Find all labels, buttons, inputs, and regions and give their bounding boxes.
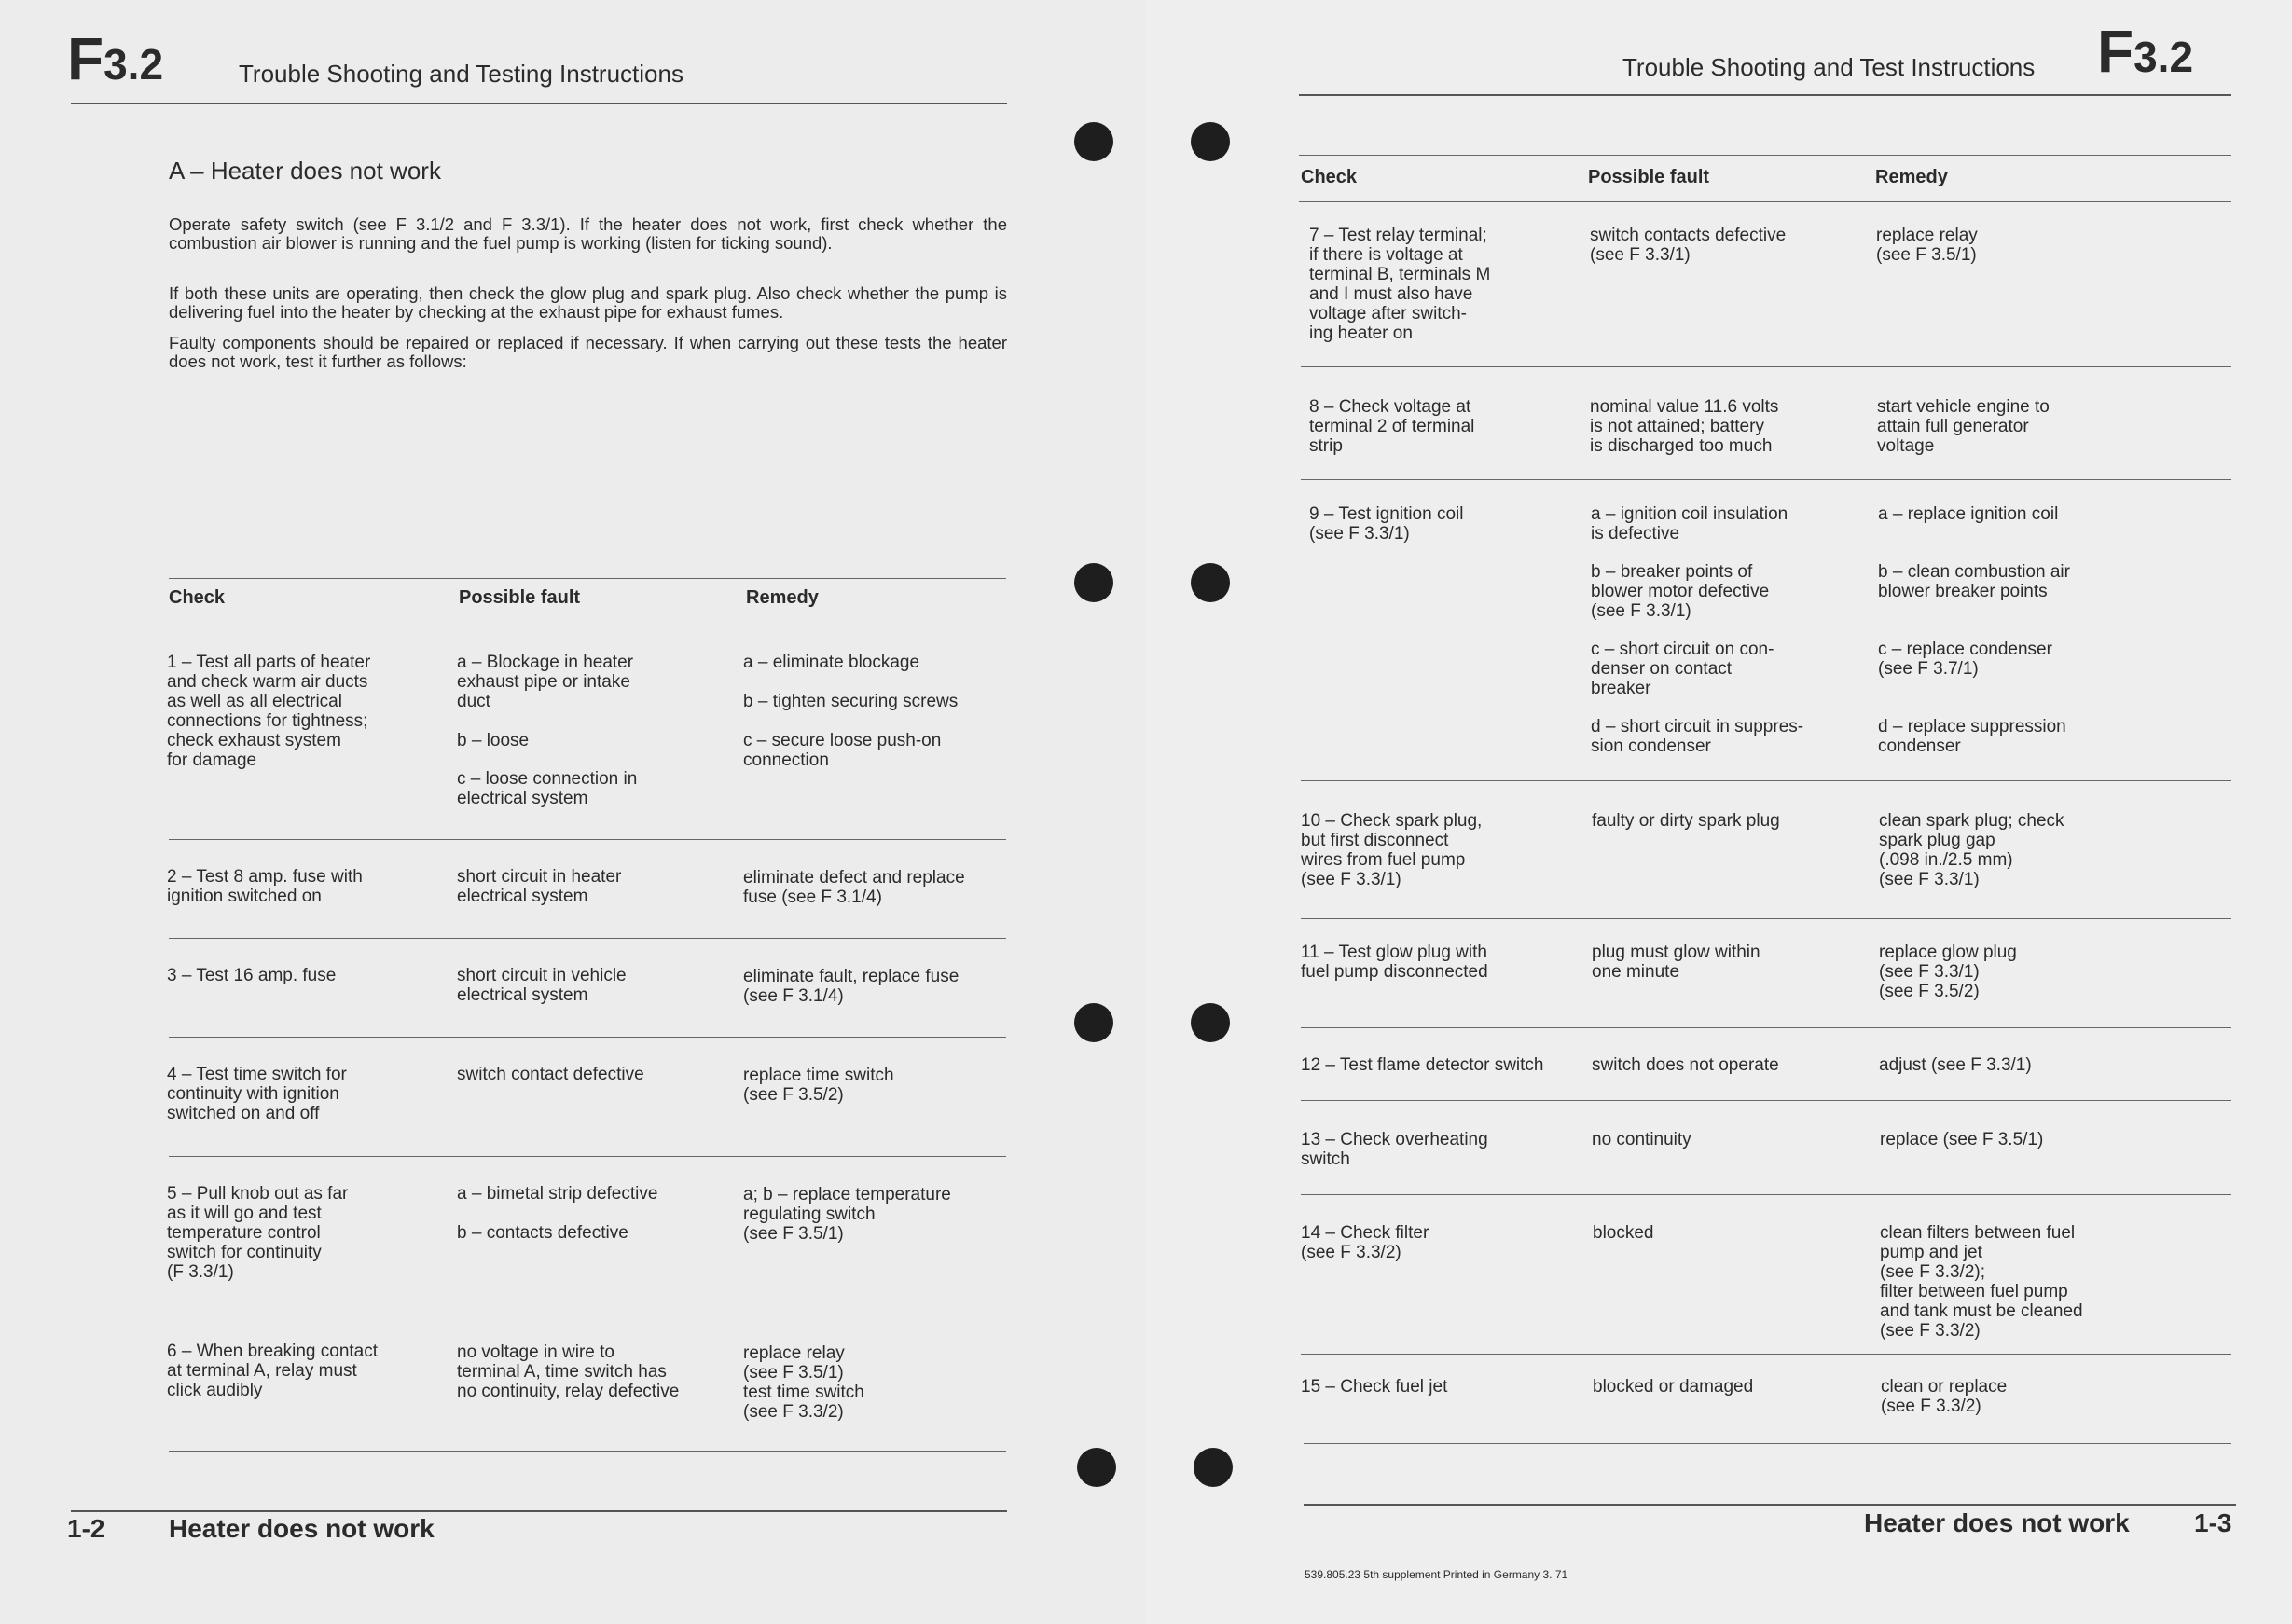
binder-hole — [1074, 122, 1113, 161]
row-divider — [169, 938, 1006, 939]
table-row-fault: switch contacts defective (see F 3.3/1) — [1590, 226, 1787, 265]
table-row-fault: faulty or dirty spark plug — [1592, 811, 1780, 831]
table-row-check: 9 – Test ignition coil (see F 3.3/1) — [1309, 504, 1464, 544]
table-row-fault: switch contact defective — [457, 1065, 644, 1084]
row-divider — [169, 839, 1006, 840]
table-row-remedy: eliminate fault, replace fuse (see F 3.1/4) — [743, 967, 960, 1006]
table-row-remedy: replace time switch (see F 3.5/2) — [743, 1066, 894, 1105]
table-row-remedy: replace relay (see F 3.5/1) test time switch (see F 3.3/2) — [743, 1343, 864, 1422]
table-row-remedy: a; b – replace temperature regulating switch (see F 3.5/1) — [743, 1185, 951, 1244]
table-row-check: 8 – Check voltage at terminal 2 of terminal strip — [1309, 397, 1475, 456]
binder-hole — [1191, 1003, 1230, 1042]
table-header-rule — [1299, 201, 2231, 202]
header-title: Trouble Shooting and Test Instructions — [1622, 53, 2036, 81]
table-row-remedy: eliminate defect and replace fuse (see F 3.1/4) — [743, 868, 965, 907]
table-row-check: 4 – Test time switch for continuity with ignition switched on and off — [167, 1065, 347, 1123]
row-divider — [1304, 1443, 2231, 1444]
binder-hole — [1074, 563, 1113, 602]
header-rule — [71, 103, 1007, 104]
col-header-fault: Possible fault — [459, 587, 581, 608]
row-divider — [1301, 918, 2231, 919]
table-row-fault: no voltage in wire to terminal A, time switch has no continuity, relay defective — [457, 1342, 680, 1401]
col-header-check: Check — [1301, 167, 1358, 187]
section-number: F3.2 — [2097, 18, 2194, 85]
row-divider — [1301, 1194, 2231, 1195]
table-row-fault: a – ignition coil insulation is defective — [1591, 504, 1788, 544]
table-row-fault: short circuit in heater electrical system — [457, 867, 622, 906]
table-row-check: 14 – Check filter (see F 3.3/2) — [1301, 1223, 1429, 1262]
intro-paragraph-2: If both these units are operating, then check the glow plug and spark plug. Also check whether the pump is delivering fuel into the heater by checking at the exhaust pipe for exhaust fumes. — [169, 283, 1007, 322]
col-header-remedy: Remedy — [1875, 167, 1948, 187]
intro-paragraph-1: Operate safety switch (see F 3.1/2 and F 3.3/1). If the heater does not work, first check whether the combustion air blower is running and the fuel pump is working (listen for ticking sound). — [169, 214, 1007, 253]
table-row-remedy: clean spark plug; check spark plug gap (.098 in./2.5 mm) (see F 3.3/1) — [1879, 811, 2064, 889]
imprint-line: 539.805.23 5th supplement Printed in Germany 3. 71 — [1305, 1568, 1568, 1581]
table-row-remedy: replace (see F 3.5/1) — [1880, 1130, 2044, 1149]
row-divider — [1301, 366, 2231, 367]
table-row-check: 3 – Test 16 amp. fuse — [167, 966, 337, 985]
table-top-rule — [1299, 155, 2231, 156]
table-row-fault: c – short circuit on con- denser on contact breaker — [1591, 640, 1774, 698]
row-divider — [169, 1451, 1006, 1452]
col-header-remedy: Remedy — [746, 587, 819, 608]
footer-rule — [71, 1510, 1007, 1512]
header-title: Trouble Shooting and Testing Instructions — [239, 60, 683, 88]
table-row-remedy: clean filters between fuel pump and jet (see F 3.3/2); filter between fuel pump and tank must be cleaned (see F 3.3/2) — [1880, 1223, 2083, 1341]
table-row-fault: switch does not operate — [1592, 1055, 1779, 1075]
page-number: 1-2 — [67, 1514, 105, 1543]
table-row-check: 1 – Test all parts of heater and check warm air ducts as well as all electrical connections for tightness; check exhaust system for damage — [167, 653, 371, 770]
table-row-fault: d – short circuit in suppres- sion condenser — [1591, 717, 1804, 756]
page-number: 1-3 — [2194, 1508, 2232, 1537]
table-row-fault: a – Blockage in heater exhaust pipe or intake duct — [457, 653, 634, 711]
table-row-fault: b – contacts defective — [457, 1223, 628, 1243]
intro-paragraph-3: Faulty components should be repaired or replaced if necessary. If when carrying out these tests the heater does not work, test it further as follows: — [169, 333, 1007, 371]
row-divider — [1301, 780, 2231, 781]
table-row-fault: b – loose — [457, 731, 530, 750]
table-row-remedy: replace relay (see F 3.5/1) — [1876, 226, 1978, 265]
row-divider — [1301, 1027, 2231, 1028]
section-number: F3.2 — [67, 25, 164, 92]
binder-hole — [1074, 1003, 1113, 1042]
table-row-remedy: b – clean combustion air blower breaker points — [1878, 562, 2070, 601]
row-divider — [1301, 1354, 2231, 1355]
right-page — [1146, 0, 2292, 1624]
header-rule — [1299, 94, 2231, 96]
row-divider — [1301, 1100, 2231, 1101]
table-row-check: 10 – Check spark plug, but first disconnect wires from fuel pump (see F 3.3/1) — [1301, 811, 1483, 889]
table-row-remedy: replace glow plug (see F 3.3/1) (see F 3.5/2) — [1879, 943, 2017, 1001]
table-row-check: 11 – Test glow plug with fuel pump disconnected — [1301, 943, 1488, 982]
table-row-fault: a – bimetal strip defective — [457, 1184, 658, 1204]
col-header-check: Check — [169, 587, 226, 608]
table-row-remedy: c – replace condenser (see F 3.7/1) — [1878, 640, 2052, 679]
binder-hole — [1194, 1448, 1233, 1487]
footer-title: Heater does not work — [169, 1514, 435, 1543]
table-row-remedy: start vehicle engine to attain full generator voltage — [1877, 397, 2050, 456]
row-divider — [1301, 479, 2231, 480]
table-row-check: 2 – Test 8 amp. fuse with ignition switched on — [167, 867, 363, 906]
table-row-check: 7 – Test relay terminal; if there is voltage at terminal B, terminals M and I must also have voltage after switch- ing heater on — [1309, 226, 1491, 343]
table-row-check: 15 – Check fuel jet — [1301, 1377, 1448, 1397]
table-row-remedy: adjust (see F 3.3/1) — [1879, 1055, 2032, 1075]
table-row-fault: nominal value 11.6 volts is not attained; battery is discharged too much — [1590, 397, 1779, 456]
table-row-fault: c – loose connection in electrical system — [457, 769, 638, 808]
table-row-fault: short circuit in vehicle electrical system — [457, 966, 627, 1005]
section-heading: A – Heater does not work — [169, 157, 441, 185]
binder-hole — [1191, 563, 1230, 602]
table-row-fault: b – breaker points of blower motor defective (see F 3.3/1) — [1591, 562, 1770, 621]
table-row-remedy: d – replace suppression condenser — [1878, 717, 2066, 756]
table-row-remedy: c – secure loose push-on connection — [743, 731, 942, 770]
table-row-fault: plug must glow within one minute — [1592, 943, 1760, 982]
table-row-fault: blocked — [1593, 1223, 1654, 1243]
table-row-remedy: a – replace ignition coil — [1878, 504, 2059, 524]
table-row-fault: blocked or damaged — [1593, 1377, 1754, 1397]
table-row-remedy: a – eliminate blockage — [743, 653, 920, 672]
table-row-check: 6 – When breaking contact at terminal A, relay must click audibly — [167, 1342, 379, 1400]
footer-rule — [1304, 1504, 2236, 1506]
binder-hole — [1077, 1448, 1116, 1487]
table-row-fault: no continuity — [1592, 1130, 1691, 1149]
table-row-remedy: b – tighten securing screws — [743, 692, 959, 711]
table-row-remedy: clean or replace (see F 3.3/2) — [1881, 1377, 2008, 1416]
row-divider — [169, 1156, 1006, 1157]
table-row-check: 5 – Pull knob out as far as it will go and test temperature control switch for continuity (F 3.3/1) — [167, 1184, 349, 1282]
table-top-rule — [169, 578, 1006, 579]
col-header-fault: Possible fault — [1588, 167, 1710, 187]
footer-title: Heater does not work — [1864, 1508, 2130, 1537]
table-row-check: 13 – Check overheating switch — [1301, 1130, 1488, 1169]
binder-hole — [1191, 122, 1230, 161]
table-row-check: 12 – Test flame detector switch — [1301, 1055, 1544, 1075]
row-divider — [169, 1037, 1006, 1038]
